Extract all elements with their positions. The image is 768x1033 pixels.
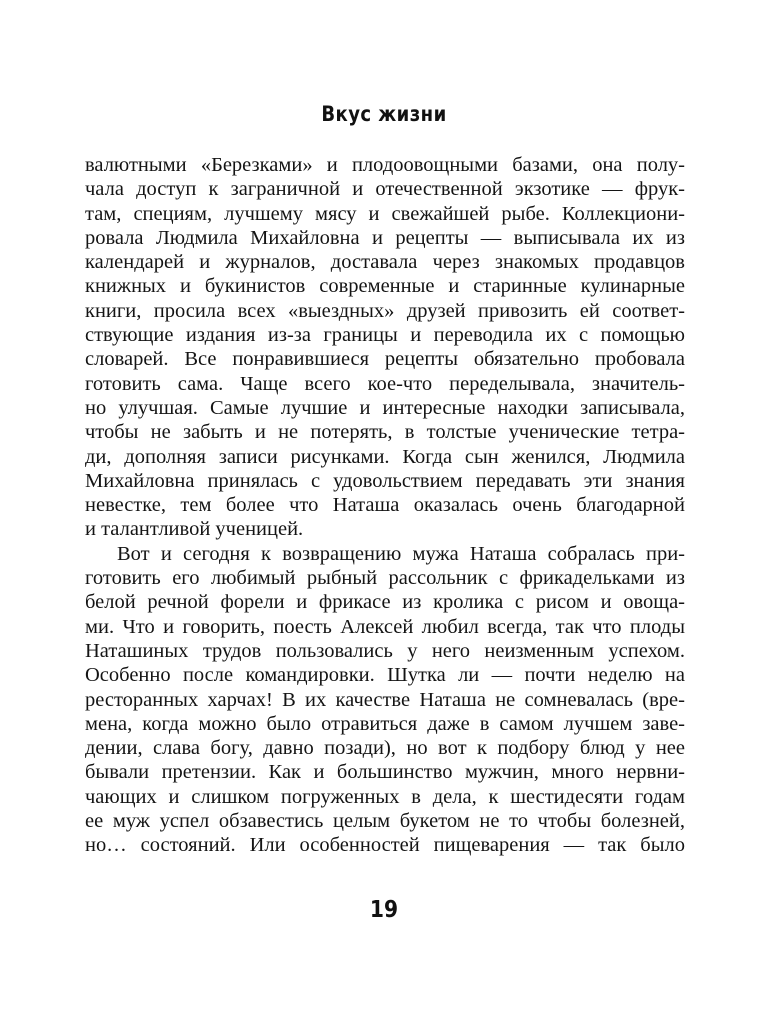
text-line: ресторанных харчах! В их качестве Наташа не сомневалась (вре- (85, 688, 685, 711)
text-line: книжных и букинистов современные и старинные кулинарные (85, 275, 685, 298)
text-line: ди, дополняя записи рисунками. Когда сын женился, Людмила (85, 445, 685, 468)
paragraph-first-line: Вот и сегодня к возвращению мужа Наташа собралась при- (117, 542, 685, 565)
text-line: невестке, тем более что Наташа оказалась очень благодарной (85, 494, 685, 517)
running-title: Вкус жизни (321, 102, 447, 126)
text-line: ее муж успел обзавестись целым букетом не то чтобы болезней, (85, 810, 685, 833)
text-line: но… состояний. Или особенностей пищеварения — так было (85, 834, 685, 857)
text-line: чтобы не забыть и не потерять, в толстые ученические тетра- (85, 421, 685, 444)
text-line: готовить сама. Чаще всего кое-что переделывала, значитель- (85, 372, 685, 395)
text-line: бывали претензии. Как и большинство мужчин, много нервни- (85, 761, 685, 784)
text-line: валютными «Березками» и плодоовощными базами, она полу- (85, 154, 685, 176)
text-line: ровала Людмила Михайловна и рецепты — выписывала их из (85, 226, 685, 249)
text-line: книги, просила всех «выездных» друзей привозить ей соответ- (85, 299, 685, 322)
text-line: готовить его любимый рыбный рассольник с фрикадельками из (85, 567, 685, 590)
text-line: белой речной форели и фрикасе из кролика с рисом и овоща- (85, 591, 685, 614)
text-line: чающих и слишком погруженных в дела, к шестидесяти годам (85, 785, 685, 808)
page-number: 19 (369, 897, 399, 923)
text-line: там, специям, лучшему мясу и свежайшей рыбе. Коллекциони- (85, 202, 685, 225)
body-text (85, 153, 685, 858)
text-line: но улучшая. Самые лучшие и интересные находки записывала, (85, 396, 685, 419)
text-line: мена, когда можно было отравиться даже в самом лучшем заве- (85, 712, 685, 735)
text-line: ми. Что и говорить, поесть Алексей любил всегда, так что плоды (85, 615, 685, 638)
paragraph-end-line: и талантливой ученицей. (85, 518, 304, 541)
text-line: ствующие издания из-за границы и переводила их с помощью (85, 324, 685, 347)
text-line: календарей и журналов, доставала через знакомых продавцов (85, 251, 685, 274)
text-line: дении, слава богу, давно позади), но вот к подбору блюд у нее (85, 737, 685, 760)
text-line: словарей. Все понравившиеся рецепты обязательно пробовала (85, 348, 685, 371)
text-line: Михайловна принялась с удовольствием передавать эти знания (85, 469, 685, 492)
text-line: Особенно после командировки. Шутка ли — почти неделю на (85, 664, 685, 687)
text-line: Наташиных трудов пользовались у него неизменным успехом. (85, 639, 685, 662)
text-line: чала доступ к заграничной и отечественной экзотике — фрук- (85, 178, 685, 201)
